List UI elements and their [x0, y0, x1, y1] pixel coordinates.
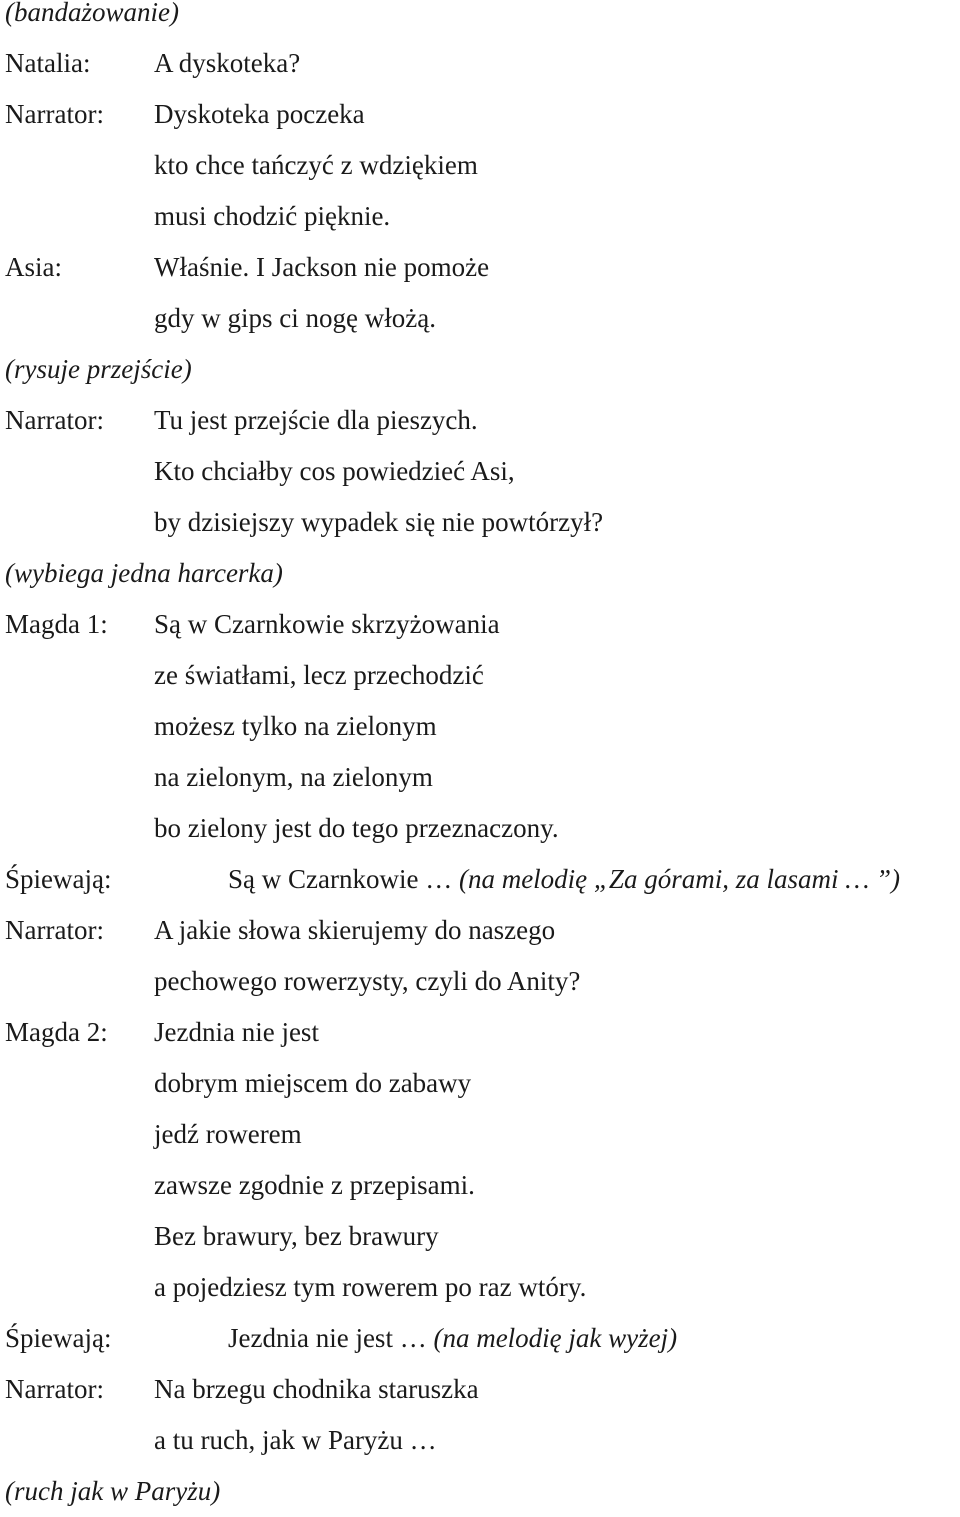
- song-title: Jezdnia nie jest …: [228, 1323, 434, 1353]
- dialogue-text: jedź rowerem: [154, 1119, 302, 1149]
- song-text: [228, 1313, 677, 1364]
- dialogue-text: a tu ruch, jak w Paryżu …: [154, 1425, 437, 1455]
- dialogue-text: a pojedziesz tym rowerem po raz wtóry.: [154, 1272, 587, 1302]
- speaker-label: Narrator:: [5, 99, 104, 129]
- dialogue-text: Są w Czarnkowie skrzyżowania: [154, 609, 500, 639]
- speaker-label: Narrator:: [5, 915, 104, 945]
- dialogue-text: Tu jest przejście dla pieszych.: [154, 405, 478, 435]
- stage-direction-text: (ruch jak w Paryżu): [5, 1476, 221, 1506]
- song-title: Są w Czarnkowie …: [228, 864, 459, 894]
- dialogue-text: Na brzegu chodnika staruszka: [154, 1374, 479, 1404]
- song-melody-note: (na melodię „Za górami, za lasami … ”): [458, 864, 900, 894]
- speaker-label: Magda 1:: [5, 609, 108, 639]
- song-melody-note: (na melodię jak wyżej): [433, 1323, 678, 1353]
- stage-direction-text: (bandażowanie): [5, 0, 179, 27]
- stage-direction-text: (rysuje przejście): [5, 354, 192, 384]
- dialogue-text: by dzisiejszy wypadek się nie powtórzył?: [154, 507, 604, 537]
- dialogue-text: A dyskoteka?: [154, 48, 301, 78]
- dialogue-text: kto chce tańczyć z wdziękiem: [154, 150, 478, 180]
- speaker-label: Asia:: [5, 252, 62, 282]
- speaker-label: Natalia:: [5, 48, 91, 78]
- speaker-label: Śpiewają:: [5, 864, 112, 894]
- dialogue-text: dobrym miejscem do zabawy: [154, 1068, 472, 1098]
- stage-direction-text: (wybiega jedna harcerka): [5, 558, 283, 588]
- dialogue-text: ze światłami, lecz przechodzić: [154, 660, 484, 690]
- speaker-label: Śpiewają:: [5, 1323, 112, 1353]
- dialogue-text: Dyskoteka poczeka: [154, 99, 365, 129]
- dialogue-text: Właśnie. I Jackson nie pomoże: [154, 252, 490, 282]
- speaker-label: Narrator:: [5, 1374, 104, 1404]
- dialogue-text: gdy w gips ci nogę włożą.: [154, 303, 436, 333]
- dialogue-text: na zielonym, na zielonym: [154, 762, 433, 792]
- dialogue-text: Kto chciałby cos powiedzieć Asi,: [154, 456, 515, 486]
- dialogue-text: możesz tylko na zielonym: [154, 711, 437, 741]
- song-text: [228, 854, 900, 905]
- dialogue-text: Bez brawury, bez brawury: [154, 1221, 439, 1251]
- dialogue-text: pechowego rowerzysty, czyli do Anity?: [154, 966, 581, 996]
- dialogue-text: Jezdnia nie jest: [154, 1017, 319, 1047]
- dialogue-text: A jakie słowa skierujemy do naszego: [154, 915, 556, 945]
- dialogue-text: bo zielony jest do tego przeznaczony.: [154, 813, 559, 843]
- dialogue-text: musi chodzić pięknie.: [154, 201, 391, 231]
- dialogue-text: zawsze zgodnie z przepisami.: [154, 1170, 475, 1200]
- speaker-label: Magda 2:: [5, 1017, 108, 1047]
- speaker-label: Narrator:: [5, 405, 104, 435]
